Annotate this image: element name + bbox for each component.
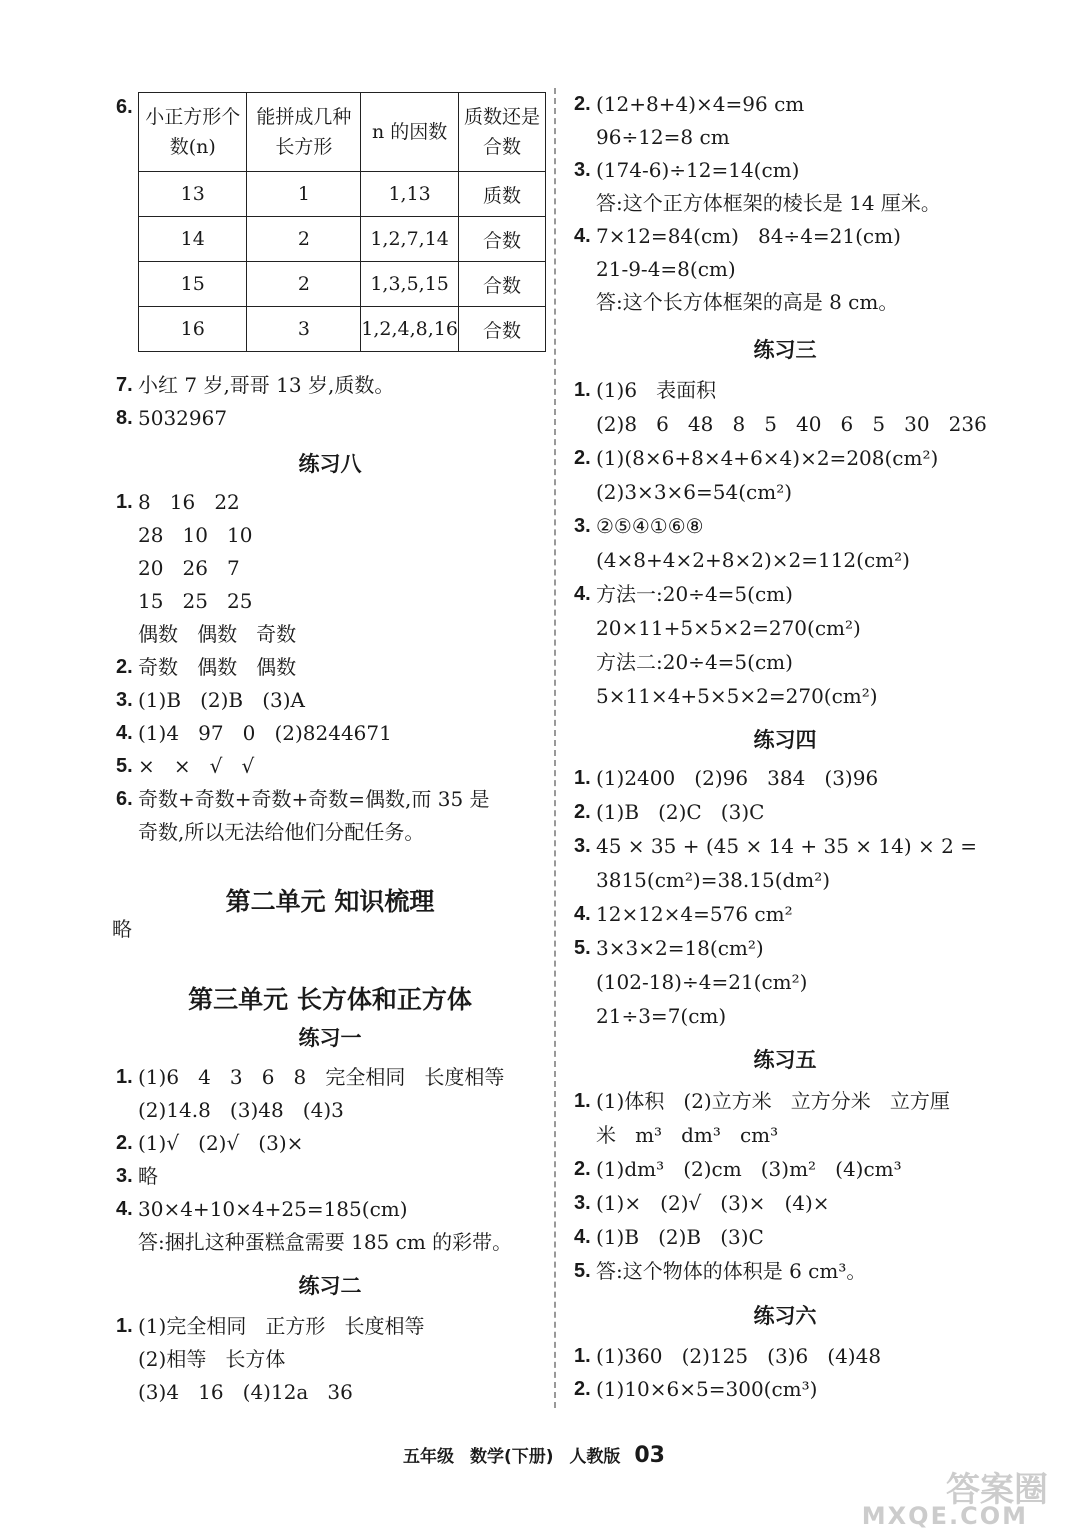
- table-header: 小正方形个数(n): [139, 93, 247, 172]
- unit-heading-3: 第三单元 长方体和正方体: [188, 985, 472, 1014]
- question-number: 3.: [574, 159, 591, 181]
- answer-line: (4×8+4×2+8×2)×2=112(cm²): [596, 548, 910, 572]
- footer-grade: 五年级: [403, 1447, 455, 1467]
- answer-line: 略: [138, 1164, 158, 1188]
- section-heading-ex2: 练习二: [298, 1274, 362, 1298]
- table-cell: 1,2,7,14: [361, 217, 459, 262]
- answer-line: 45 × 35 + (45 × 14 + 35 × 14) × 2 =: [596, 834, 977, 858]
- answer-line: (1)× (2)√ (3)× (4)×: [596, 1191, 830, 1215]
- question-number: 3.: [116, 1165, 133, 1187]
- question-number: 1.: [116, 1066, 133, 1088]
- unit2-text: 略: [112, 917, 132, 941]
- answer-line: 21-9-4=8(cm): [596, 257, 736, 281]
- question-number: 7.: [116, 374, 133, 396]
- section-heading-ex6: 练习六: [753, 1304, 817, 1328]
- table-cell: 质数: [458, 172, 545, 217]
- question-number: 3.: [116, 689, 133, 711]
- answer-line: (2)相等 长方体: [138, 1347, 286, 1371]
- table-row: [139, 217, 546, 262]
- answer-line: (1)√ (2)√ (3)×: [138, 1131, 304, 1155]
- table-cell: 14: [139, 217, 247, 262]
- answer-line: (1)6 表面积: [596, 378, 717, 402]
- answer-line: 答:这个长方体框架的高是 8 cm。: [596, 290, 899, 314]
- table-cell: 2: [247, 217, 361, 262]
- column-divider: [554, 88, 556, 1408]
- answer-line: (2)3×3×6=54(cm²): [596, 480, 793, 504]
- question-number: 1.: [574, 1345, 591, 1367]
- question-number: 2.: [574, 447, 591, 469]
- question-number: 5.: [574, 937, 591, 959]
- answer-line: (1)360 (2)125 (3)6 (4)48: [596, 1344, 882, 1368]
- answer-line: 7×12=84(cm) 84÷4=21(cm): [596, 224, 901, 248]
- answer-line: (1)完全相同 正方形 长度相等: [138, 1314, 425, 1338]
- section-heading-ex1: 练习一: [298, 1026, 362, 1050]
- table-cell: 合数: [458, 217, 545, 262]
- table-cell: 16: [139, 307, 247, 352]
- answer-line: 方法二:20÷4=5(cm): [596, 650, 793, 674]
- table-cell: 1,3,5,15: [361, 262, 459, 307]
- answer-line: (1)dm³ (2)cm (3)m² (4)cm³: [596, 1157, 902, 1181]
- table-cell: 15: [139, 262, 247, 307]
- answer-line: (1)2400 (2)96 384 (3)96: [596, 766, 879, 790]
- answer-line: (1)B (2)B (3)C: [596, 1225, 764, 1249]
- answer-line: (1)B (2)C (3)C: [596, 800, 765, 824]
- page-footer: [0, 1442, 1068, 1468]
- table-cell: 3: [247, 307, 361, 352]
- answer-line: (1)B (2)B (3)A: [138, 688, 305, 712]
- question-number: 1.: [574, 767, 591, 789]
- answer-line: 5032967: [138, 406, 228, 430]
- question-number: 6.: [116, 788, 133, 810]
- answer-line: 奇数 偶数 偶数: [138, 655, 297, 679]
- table-header: 质数还是合数: [458, 93, 545, 172]
- answer-line: (102-18)÷4=21(cm²): [596, 970, 808, 994]
- question-number: 2.: [574, 93, 591, 115]
- table-cell: 合数: [458, 307, 545, 352]
- answer-line: 奇数+奇数+奇数+奇数=偶数,而 35 是: [138, 787, 490, 811]
- question-number: 2.: [116, 656, 133, 678]
- question-number: 4.: [116, 1198, 133, 1220]
- table-cell: 1: [247, 172, 361, 217]
- watermark-url: MXQE.COM: [861, 1502, 1028, 1530]
- question-number: 3.: [574, 835, 591, 857]
- question-number: 1.: [574, 379, 591, 401]
- answer-line: 答:捆扎这种蛋糕盒需要 185 cm 的彩带。: [138, 1230, 513, 1254]
- answer-line: 米 m³ dm³ cm³: [596, 1123, 779, 1147]
- table-row: [139, 262, 546, 307]
- answer-line: 21÷3=7(cm): [596, 1004, 727, 1028]
- table-row: [139, 307, 546, 352]
- answer-line: 3815(cm²)=38.15(dm²): [596, 868, 831, 892]
- answer-line: 20×11+5×5×2=270(cm²): [596, 616, 861, 640]
- question-number: 5.: [574, 1260, 591, 1282]
- unit-heading-2: 第二单元 知识梳理: [225, 887, 435, 916]
- answer-line: 8 16 22: [138, 490, 240, 514]
- table-header: n 的因数: [361, 93, 459, 172]
- section-heading-ex5: 练习五: [753, 1048, 817, 1072]
- question-number: 3.: [574, 1192, 591, 1214]
- table-header: 能拼成几种长方形: [247, 93, 361, 172]
- answer-line: 15 25 25: [138, 589, 253, 613]
- watermark-logo: 答案圈: [946, 1470, 1048, 1510]
- section-heading-ex4: 练习四: [753, 728, 817, 752]
- question-number: 6.: [116, 96, 133, 118]
- answer-line: 小红 7 岁,哥哥 13 岁,质数。: [138, 373, 395, 397]
- question-number: 8.: [116, 407, 133, 429]
- question-number: 2.: [116, 1132, 133, 1154]
- answer-line: (2)14.8 (3)48 (4)3: [138, 1098, 344, 1122]
- answer-line: × × √ √: [138, 754, 255, 778]
- question-number: 4.: [574, 583, 591, 605]
- table-cell: 1,13: [361, 172, 459, 217]
- question-number: 5.: [116, 755, 133, 777]
- table-row: [139, 172, 546, 217]
- question-number: 2.: [574, 1378, 591, 1400]
- answer-line: 12×12×4=576 cm²: [596, 902, 793, 926]
- answer-line: 20 26 7: [138, 556, 240, 580]
- answer-line: (1)体积 (2)立方米 立方分米 立方厘: [596, 1089, 950, 1113]
- table-cell: 合数: [458, 262, 545, 307]
- answer-line: (1)4 97 0 (2)8244671: [138, 721, 392, 745]
- answer-line: 奇数,所以无法给他们分配任务。: [138, 820, 425, 844]
- answer-line: 偶数 偶数 奇数: [138, 622, 297, 646]
- answer-line: ②⑤④①⑥⑧: [596, 514, 704, 538]
- page-number: 03: [634, 1443, 665, 1468]
- question-number: 2.: [574, 801, 591, 823]
- question-number: 1.: [116, 491, 133, 513]
- question-number: 4.: [574, 225, 591, 247]
- answer-line: 答:这个正方体框架的棱长是 14 厘米。: [596, 191, 941, 215]
- answer-line: (3)4 16 (4)12a 36: [138, 1380, 353, 1404]
- question-number: 3.: [574, 515, 591, 537]
- answer-line: 96÷12=8 cm: [596, 125, 730, 149]
- section-heading-ex8: 练习八: [298, 452, 362, 476]
- factor-table: [138, 92, 546, 352]
- answer-line: 30×4+10×4+25=185(cm): [138, 1197, 408, 1221]
- answer-line: (174-6)÷12=14(cm): [596, 158, 800, 182]
- answer-line: 方法一:20÷4=5(cm): [596, 582, 793, 606]
- table-cell: 2: [247, 262, 361, 307]
- question-number: 4.: [116, 722, 133, 744]
- question-number: 4.: [574, 1226, 591, 1248]
- table-cell: 13: [139, 172, 247, 217]
- answer-line: (2)8 6 48 8 5 40 6 5 30 236: [596, 412, 987, 436]
- answer-line: (12+8+4)×4=96 cm: [596, 92, 805, 116]
- section-heading-ex3: 练习三: [753, 338, 817, 362]
- question-number: 2.: [574, 1158, 591, 1180]
- answer-line: (1)6 4 3 6 8 完全相同 长度相等: [138, 1065, 505, 1089]
- footer-subject: 数学(下册): [469, 1447, 554, 1467]
- answer-line: 28 10 10: [138, 523, 253, 547]
- answer-line: 5×11×4+5×5×2=270(cm²): [596, 684, 878, 708]
- table-cell: 1,2,4,8,16: [361, 307, 459, 352]
- answer-line: 答:这个物体的体积是 6 cm³。: [596, 1259, 867, 1283]
- question-number: 1.: [574, 1090, 591, 1112]
- footer-edition: 人教版: [569, 1447, 621, 1467]
- answer-line: (1)10×6×5=300(cm³): [596, 1377, 818, 1401]
- question-number: 1.: [116, 1315, 133, 1337]
- answer-line: 3×3×2=18(cm²): [596, 936, 764, 960]
- question-number: 4.: [574, 903, 591, 925]
- answer-line: (1)(8×6+8×4+6×4)×2=208(cm²): [596, 446, 939, 470]
